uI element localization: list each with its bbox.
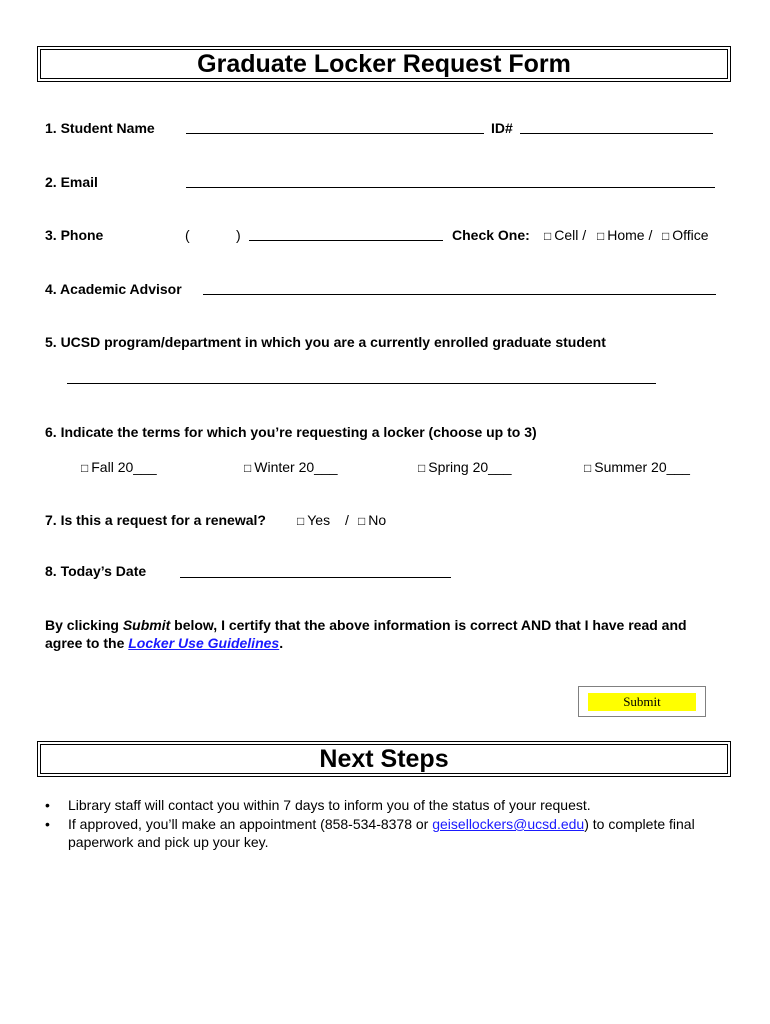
phone-number-field[interactable] <box>249 240 443 241</box>
certification-part3: . <box>279 635 284 651</box>
program-field[interactable] <box>67 383 656 384</box>
cell-option-label: Cell / <box>554 227 587 243</box>
office-checkbox[interactable]: □ <box>662 229 670 243</box>
renewal-no-checkbox[interactable]: □ <box>358 514 366 528</box>
phone-cell-option[interactable] <box>544 227 586 244</box>
bullet-icon: • <box>45 797 50 813</box>
home-option-label: Home / <box>607 227 653 243</box>
certification-submit-word: Submit <box>122 617 171 633</box>
phone-home-option[interactable] <box>597 227 652 244</box>
locker-use-guidelines-link[interactable]: Locker Use Guidelines <box>128 635 280 651</box>
winter-checkbox[interactable]: □ <box>244 461 252 475</box>
renewal-yes-checkbox[interactable]: □ <box>297 514 305 528</box>
term-spring-label: Spring 20___ <box>428 459 512 475</box>
phone-paren-open: ( <box>185 227 190 243</box>
next-step-2-part1: If approved, you’ll make an appointment (858-534-8378 or <box>68 816 433 832</box>
cell-checkbox[interactable]: □ <box>544 229 552 243</box>
submit-button-frame <box>578 686 706 717</box>
academic-advisor-label: 4. Academic Advisor <box>45 281 182 297</box>
phone-paren-close: ) <box>236 227 241 243</box>
renewal-yes-option[interactable] <box>297 512 330 529</box>
term-summer-label: Summer 20___ <box>594 459 690 475</box>
submit-button[interactable]: Submit <box>588 693 696 711</box>
email-label: 2. Email <box>45 174 98 190</box>
next-steps-title: Next Steps <box>319 744 449 773</box>
term-winter-label: Winter 20___ <box>254 459 338 475</box>
office-option-label: Office <box>672 227 709 243</box>
next-steps-list <box>45 796 735 852</box>
renewal-label: 7. Is this a request for a renewal? <box>45 512 266 528</box>
phone-check-one-label: Check One: <box>452 227 530 243</box>
student-name-label: 1. Student Name <box>45 120 155 136</box>
todays-date-label: 8. Today’s Date <box>45 563 147 579</box>
certification-part1: By clicking <box>45 617 123 633</box>
next-step-2-part2: ) to complete final paperwork and pick up your key. <box>68 816 695 850</box>
certification-text <box>45 616 725 652</box>
terms-label: 6. Indicate the terms for which you’re requesting a locker (choose up to 3) <box>45 424 537 440</box>
term-fall-label: Fall 20___ <box>91 459 157 475</box>
renewal-no-option[interactable] <box>358 512 386 529</box>
certification-part2: below, I certify that the above information is correct AND that I have read and agree to the <box>45 617 687 651</box>
summer-checkbox[interactable]: □ <box>584 461 592 475</box>
term-summer-option[interactable] <box>584 459 690 476</box>
geisellockers-email-link[interactable]: geisellockers@ucsd.edu <box>432 816 585 832</box>
fall-checkbox[interactable]: □ <box>81 461 89 475</box>
academic-advisor-field[interactable] <box>203 294 716 295</box>
form-title-box <box>37 46 731 82</box>
bullet-icon: • <box>45 816 50 832</box>
next-step-1: Library staff will contact you within 7 days to inform you of the status of your request. <box>68 797 591 813</box>
home-checkbox[interactable]: □ <box>597 229 605 243</box>
term-winter-option[interactable] <box>244 459 338 476</box>
student-id-field[interactable] <box>520 133 713 134</box>
term-fall-option[interactable] <box>81 459 157 476</box>
renewal-yes-label: Yes <box>307 512 331 528</box>
program-label: 5. UCSD program/department in which you are a currently enrolled graduate student <box>45 334 606 350</box>
list-item <box>45 796 735 814</box>
student-name-field[interactable] <box>186 133 484 134</box>
renewal-no-label: No <box>368 512 387 528</box>
student-id-label: ID# <box>491 120 513 136</box>
phone-office-option[interactable] <box>662 227 709 244</box>
email-field[interactable] <box>186 187 715 188</box>
form-title: Graduate Locker Request Form <box>197 49 571 78</box>
next-steps-title-box <box>37 741 731 777</box>
phone-label: 3. Phone <box>45 227 104 243</box>
todays-date-field[interactable] <box>180 577 451 578</box>
spring-checkbox[interactable]: □ <box>418 461 426 475</box>
renewal-separator: / <box>345 512 349 528</box>
list-item <box>45 815 735 851</box>
term-spring-option[interactable] <box>418 459 512 476</box>
